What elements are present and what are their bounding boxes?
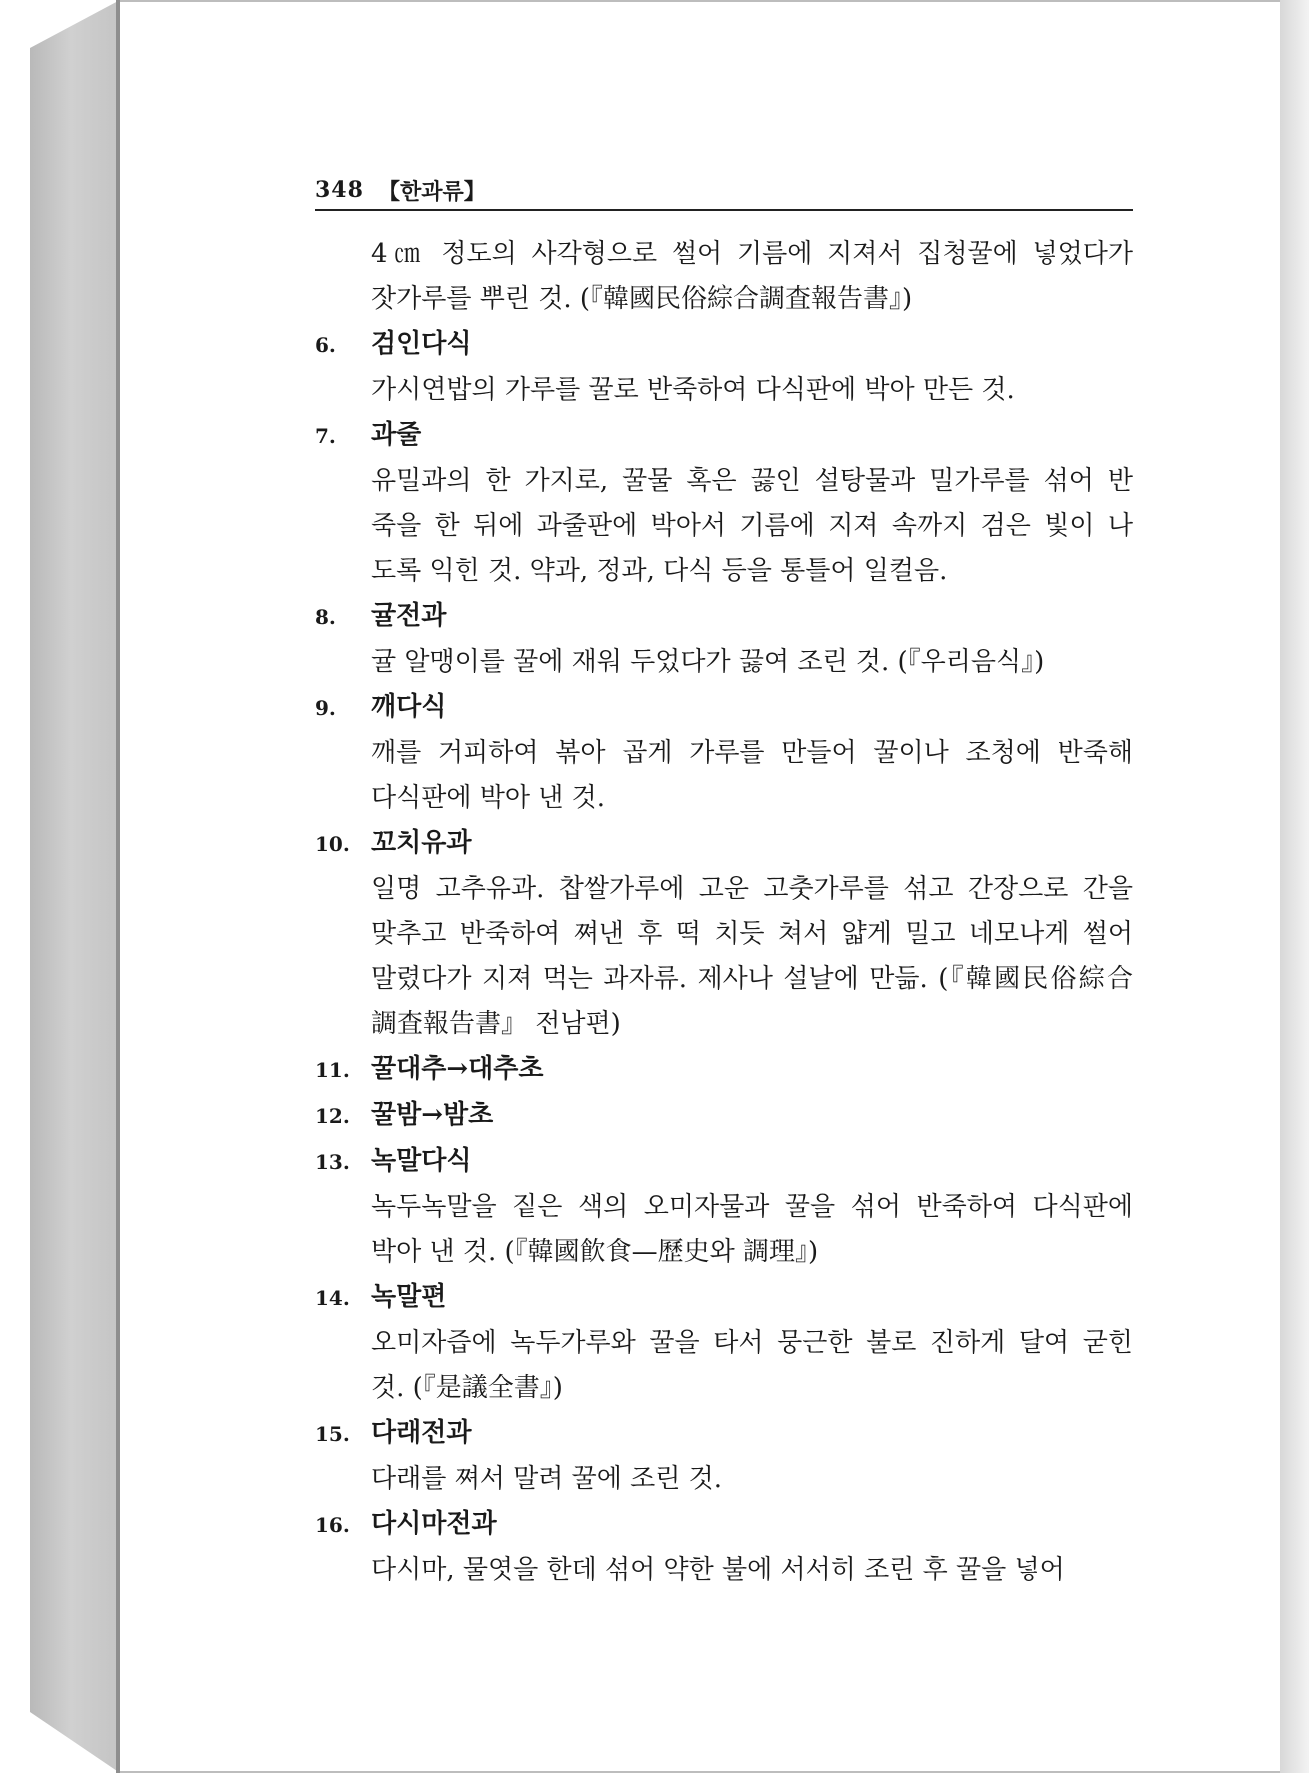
entry-heading xyxy=(315,1093,1133,1139)
entry-number: 16. xyxy=(315,1513,350,1537)
entry-number: 9. xyxy=(315,696,336,720)
entry-number: 10. xyxy=(315,832,350,856)
entry-title: 녹말다식 xyxy=(371,1146,472,1176)
entry-number: 13. xyxy=(315,1150,350,1174)
entry-heading xyxy=(315,1502,1133,1548)
entry-title: 검인다식 xyxy=(371,329,472,359)
entry-heading xyxy=(315,322,1133,368)
entry-heading xyxy=(315,1411,1133,1457)
entry-definition-line: 맞추고 반죽하여 쪄낸 후 떡 치듯 쳐서 얇게 밀고 네모나게 썰어 xyxy=(371,919,1133,949)
entry-title: 꼬치유과 xyxy=(371,828,472,858)
entry-definition-line: 죽을 한 뒤에 과줄판에 박아서 기름에 지져 속까지 검은 빛이 나 xyxy=(371,511,1133,541)
entry-title: 다래전과 xyxy=(371,1418,472,1448)
entry-definition-line: 것. (『是議全書』) xyxy=(371,1373,563,1403)
entry-title: 꿀밤→밤초 xyxy=(371,1100,494,1130)
entry-definition-line: 오미자즙에 녹두가루와 꿀을 타서 뭉근한 불로 진하게 달여 굳힌 xyxy=(371,1328,1133,1358)
entry-definition-line: 일명 고추유과. 찹쌀가루에 고운 고춧가루를 섞고 간장으로 간을 xyxy=(371,874,1133,904)
entry-heading xyxy=(315,685,1133,731)
entry-number: 12. xyxy=(315,1104,350,1128)
page-body xyxy=(315,232,1133,1593)
entry-definition-line: 調査報告書』 전남편) xyxy=(371,1009,621,1039)
entry-number: 11. xyxy=(315,1058,350,1082)
entry-number: 14. xyxy=(315,1286,350,1310)
entry-number: 8. xyxy=(315,605,336,629)
entry-title: 꿀대추→대추초 xyxy=(371,1054,544,1084)
entry-number: 7. xyxy=(315,424,336,448)
continuation-line: 4㎝ 정도의 사각형으로 썰어 기름에 지져서 집청꿀에 넣었다가 xyxy=(371,239,1133,269)
entry-title: 깨다식 xyxy=(371,692,447,722)
entry-definition-line: 가시연밥의 가루를 꿀로 반죽하여 다식판에 박아 만든 것. xyxy=(371,375,1015,405)
entry-heading xyxy=(315,594,1133,640)
entry-definition-line: 말렸다가 지져 먹는 과자류. 제사나 설날에 만듦. (『韓國民俗綜合 xyxy=(371,964,1133,994)
entry-title: 귤전과 xyxy=(371,601,447,631)
entry-definition-line: 다시마, 물엿을 한데 섞어 약한 불에 서서히 조린 후 꿀을 넣어 xyxy=(371,1555,1065,1585)
entry-definition-line: 유밀과의 한 가지로, 꿀물 혹은 끓인 설탕물과 밀가루를 섞어 반 xyxy=(371,466,1133,496)
entry-number: 6. xyxy=(315,333,336,357)
page-number: 348 xyxy=(315,177,364,203)
entry-heading xyxy=(315,821,1133,867)
entry-definition-line: 다래를 쪄서 말려 꿀에 조린 것. xyxy=(371,1464,722,1494)
entry-title: 녹말편 xyxy=(371,1282,447,1312)
entry-number: 15. xyxy=(315,1422,350,1446)
entry-heading xyxy=(315,413,1133,459)
entry-definition-line: 박아 낸 것. (『韓國飮食—歷史와 調理』) xyxy=(371,1237,819,1267)
section-title: 【한과류】 xyxy=(377,178,486,205)
header-rule xyxy=(315,209,1133,211)
entry-definition-line: 깨를 거피하여 볶아 곱게 가루를 만들어 꿀이나 조청에 반죽해 xyxy=(371,738,1133,768)
page-edge-shadow xyxy=(1280,0,1309,1773)
continuation-line: 잣가루를 뿌린 것. (『韓國民俗綜合調査報告書』) xyxy=(371,284,913,314)
entry-heading xyxy=(315,1275,1133,1321)
entry-definition-line: 녹두녹말을 짙은 색의 오미자물과 꿀을 섞어 반죽하여 다식판에 xyxy=(371,1192,1133,1222)
entry-definition-line: 도록 익힌 것. 약과, 정과, 다식 등을 통틀어 일컬음. xyxy=(371,556,948,586)
running-header xyxy=(315,172,1133,208)
book-spine xyxy=(30,0,120,1773)
entry-definition-line: 귤 알맹이를 꿀에 재워 두었다가 끓여 조린 것. (『우리음식』) xyxy=(371,647,1045,677)
entry-heading xyxy=(315,1047,1133,1093)
entry-definition-line: 다식판에 박아 낸 것. xyxy=(371,783,605,813)
entry-title: 과줄 xyxy=(371,420,422,450)
entry-title: 다시마전과 xyxy=(371,1509,497,1539)
entry-heading xyxy=(315,1139,1133,1185)
